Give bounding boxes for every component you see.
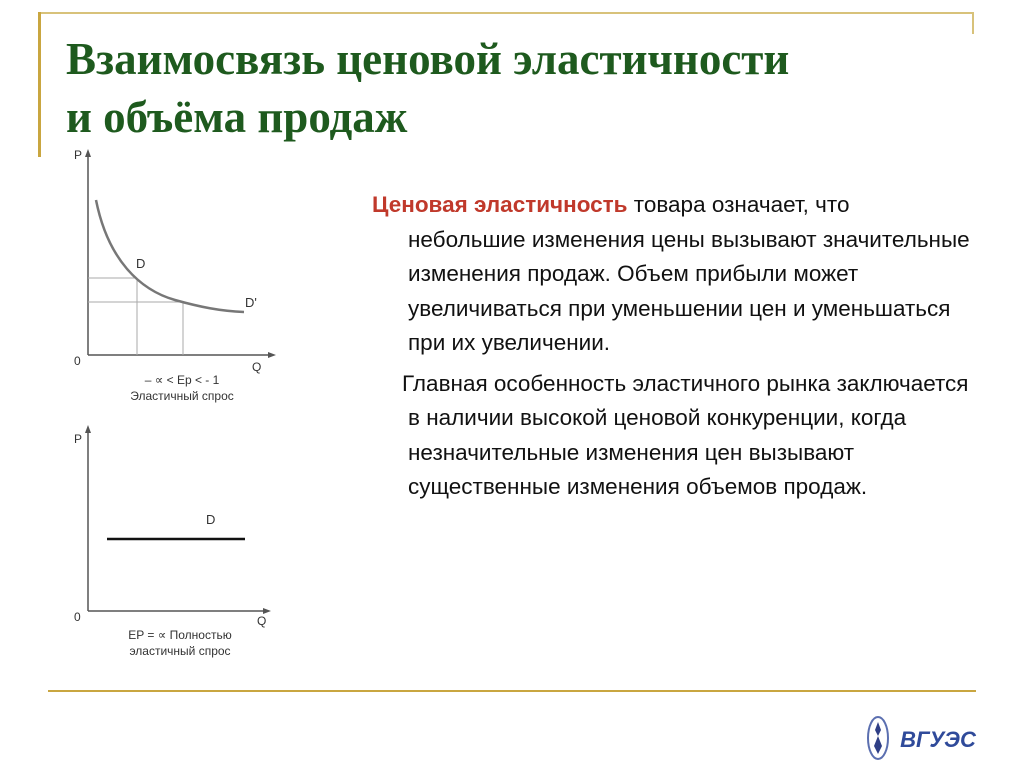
elastic-demand-graph <box>60 145 290 410</box>
origin-label: 0 <box>74 610 81 624</box>
x-axis-arrow-icon <box>268 352 276 358</box>
perfectly-elastic-demand-graph <box>60 413 290 663</box>
elasticity-condition: EP = ∝ Полностью <box>128 628 232 642</box>
slide-title-line-1: Взаимосвязь ценовой эластичности <box>66 34 790 84</box>
paragraph-1-text: товара означает, что небольшие изменения цены вызывают значительные изменения продаж. Объем прибыли может увеличиваться при уменьшении цен и уменьшаться при их увеличении. <box>408 192 970 355</box>
y-axis-label: P <box>74 432 83 446</box>
demand-curve <box>96 200 244 312</box>
slide-title <box>66 30 966 146</box>
body-text <box>372 188 972 505</box>
term-elasticity: эластичность <box>474 192 628 217</box>
x-axis-label: Q <box>252 360 262 374</box>
university-logo <box>862 714 992 762</box>
curve-label-d: D <box>136 256 146 271</box>
y-axis-arrow-icon <box>85 149 91 157</box>
paragraph-price-elasticity <box>372 188 972 361</box>
logo-text: ВГУЭС <box>900 727 976 752</box>
paragraph-elastic-market: Главная особенность эластичного рынка заключается в наличии высокой ценовой конкуренции, когда незначительные изменения цен вызывают существенные изменения объемов продаж. <box>402 370 969 499</box>
term-price: Ценовая <box>372 192 468 217</box>
bottom-divider <box>48 690 976 692</box>
university-emblem-icon <box>868 717 888 759</box>
graph-caption: Эластичный спрос <box>130 389 234 403</box>
top-border <box>38 12 974 14</box>
left-border <box>38 12 41 157</box>
slide-title-line-2: и объёма продаж <box>66 92 408 142</box>
y-axis-arrow-icon <box>85 425 91 433</box>
x-axis-label: Q <box>257 614 267 628</box>
origin-label: 0 <box>74 354 81 368</box>
elasticity-condition: – ∝ < Eр < - 1 <box>144 373 220 387</box>
curve-label-d-prime: D' <box>245 295 257 310</box>
right-border <box>972 12 974 34</box>
demand-line-label: D <box>206 512 216 527</box>
graph-caption: эластичный спрос <box>129 644 231 658</box>
y-axis-label: P <box>74 148 83 162</box>
